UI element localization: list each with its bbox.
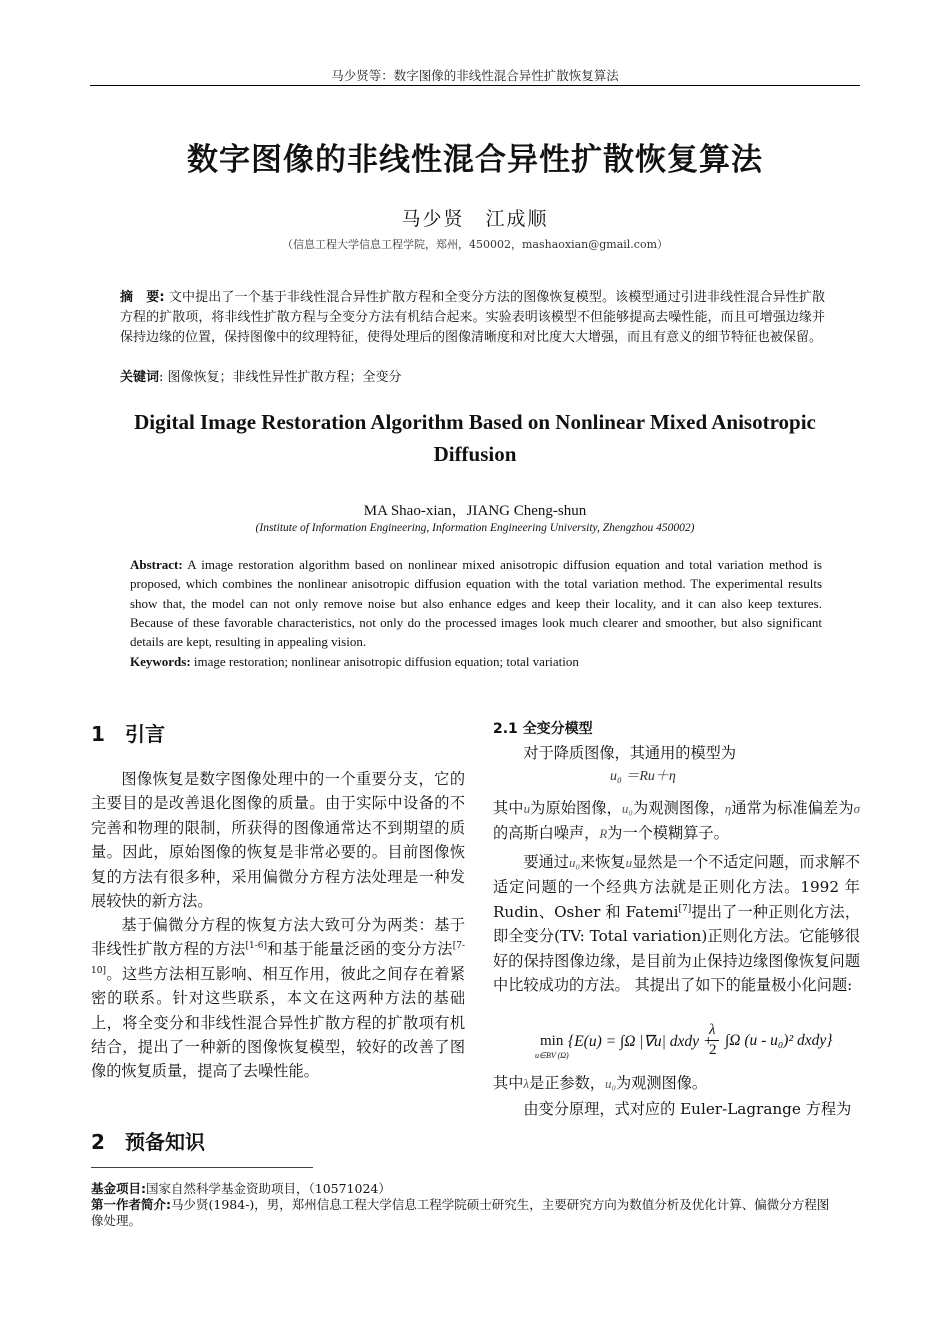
equation-degradation-model: u₀ ＝Ru＋η: [610, 769, 676, 784]
s21-paragraph-5: [493, 1097, 860, 1121]
s21-paragraph-1: [493, 741, 860, 765]
symbol-u0: u₀: [621, 801, 633, 816]
footnote-rule: [91, 1167, 313, 1168]
eq2-subscript: u∈BV (Ω): [535, 1051, 569, 1060]
s21p3-d: 提出了一种正则化方法，即全变分(TV: Total variation)正则化方法。它能够很好的保持图像边缘，是目前为止保持边缘图像恢复问题中比较成功的方法。 其提出了如下的能量极小化问题:: [493, 902, 861, 995]
abstract-cn-label: 摘 要: [120, 290, 160, 305]
eq2-lambda: λ: [709, 1022, 716, 1038]
s21p4-a: 其中: [493, 1074, 524, 1092]
author-bio-label: 第一作者简介:: [91, 1197, 171, 1212]
abstract-cn-text: 文中提出了一个基于非线性混合异性扩散方程和全变分方法的图像恢复模型。该模型通过引进非线性混合异性扩散方程的扩散项，将非线性扩散方程与全变分方法有机结合起来。实验表明该模型不但能够提高去噪性能，而且可增强边缘并保持边缘的位置，保持图像中的纹理特征，使得处理后的图像清晰度和对比度大大增强，而且有意义的细节特征也被保留。: [120, 290, 825, 345]
abstract-en-label: Abstract:: [130, 557, 183, 572]
symbol-u: u: [625, 855, 633, 870]
s21-p1-text: 对于降质图像，其通用的模型为: [523, 744, 737, 762]
eq2-two: 2: [709, 1042, 717, 1058]
author-bio-text: 马少贤(1984-)，男，郑州信息工程大学信息工程学院硕士研究生，主要研究方向为数值分析及优化计算、偏微分方程图像处理。: [91, 1197, 830, 1228]
section-1-p1-text: 图像恢复是数字图像处理中的一个重要分支，它的主要目的是改善退化图像的质量。由于实际中设备的不完善和物理的限制，所获得的图像通常达不到期望的质量。因此，原始图像的恢复是非常必要的。目前图像恢复的方法有很多种，采用偏微分方程方法处理是一种发展较快的新方法。: [91, 770, 465, 911]
s1p2-b: 和基于能量泛函的变分方法: [267, 940, 453, 959]
keywords-chinese: 关键词: 图像恢复；非线性异性扩散方程；全变分: [120, 370, 402, 385]
s21p2-d: 通常为标准偏差为: [731, 799, 854, 817]
s21p3-c: 显然是一个不适定问题，而求解不适定问题的一个经典方法就是正则化方法。1992 年 Rudin、Osher 和 Fatemi: [493, 853, 861, 921]
s21-paragraph-4: [493, 1071, 860, 1096]
abstract-en-text: A image restoration algorithm based on nonlinear mixed anisotropic diffusion equation and total variation method is proposed, which combines the nonlinear anisotropic diffusion equation with the total variation method. The experimental results show that, the model can not only remove noise but also enhance edges and keep their locality, and it can also keep textures. Because of these favorable characteristics, not only do the processed images look much clearer and smoother, but also significant details are kept, resulting in appealing vision.: [130, 557, 822, 650]
keywords-cn-text: 图像恢复；非线性异性扩散方程；全变分: [167, 370, 402, 385]
authors-chinese: 马少贤 江成顺: [401, 208, 549, 230]
keywords-english: [130, 652, 822, 671]
keywords-cn-label: 关键词: [120, 370, 160, 385]
citation-1-6: [1-6]: [245, 941, 268, 952]
footnote-fund: [91, 1181, 831, 1197]
section-1-heading: [91, 718, 165, 747]
abstract-chinese: 摘 要: 文中提出了一个基于非线性混合异性扩散方程和全变分方法的图像恢复模型。该模型通过引进非线性混合异性扩散方程的扩散项，将非线性扩散方程与全变分方法有机结合起来。实验表明该模型不但能够提高去噪性能，而且可增强边缘并保持边缘的位置，保持图像中的纹理特征，使得处理后的图像清晰度和对比度大大增强，而且有意义的细节特征也被保留。: [120, 290, 825, 345]
eq2-min: min: [540, 1033, 564, 1049]
section-2-heading: [91, 1126, 205, 1155]
symbol-R: R: [599, 826, 608, 842]
eq2-tail: ∫Ω (u - u₀)² dxdy}: [725, 1032, 833, 1049]
section-2-number: 2: [91, 1130, 105, 1154]
s21p4-b: 是正参数，: [529, 1074, 605, 1092]
subsection-2-1-heading: [493, 718, 593, 738]
keywords-en-text: image restoration; nonlinear anisotropic diffusion equation; total variation: [193, 654, 579, 669]
fund-label: 基金项目:: [91, 1181, 146, 1196]
section-1-number: 1: [91, 722, 105, 746]
s21p4-c: 为观测图像。: [615, 1074, 708, 1092]
affiliation-chinese: （信息工程大学信息工程学院，郑州，450002，mashaoxian@gmail.com）: [281, 238, 669, 251]
symbol-eta: η: [724, 801, 732, 816]
running-head: 马少贤等：数字图像的非线性混合异性扩散恢复算法: [331, 68, 619, 83]
eq2-fraction-bar: [707, 1040, 719, 1041]
abstract-english: [130, 555, 822, 651]
s21p2-f: 为一个模糊算子。: [607, 824, 729, 843]
fund-text: 国家自然科学基金资助项目，（10571024）: [146, 1181, 391, 1196]
symbol-lambda: λ: [523, 1076, 530, 1091]
s1p2-a: 基于偏微分方程的恢复方法大致可分为两类：基于非线性扩散方程的方法: [91, 916, 465, 959]
citation-7-10: [7-10]: [91, 941, 466, 976]
symbol-u0: u₀: [604, 1076, 616, 1091]
eq2-body: {E(u) = ∫Ω |∇u| dxdy +: [568, 1033, 714, 1050]
s21p2-e: 的高斯白噪声，: [493, 824, 600, 843]
citation-7: [7]: [678, 903, 692, 914]
title-chinese: 数字图像的非线性混合异性扩散恢复算法: [187, 142, 763, 178]
subsection-2-1-number: 2.1: [493, 721, 518, 737]
equation-tv-energy: [535, 1024, 855, 1064]
section-2-title: 预备知识: [125, 1130, 205, 1154]
s21-paragraph-2: [493, 796, 860, 847]
affiliation-english: (Institute of Information Engineering, Information Engineering University, Zhengzhou 450002): [255, 522, 695, 534]
footnote-author: [91, 1197, 831, 1229]
subsection-2-1-title: 全变分模型: [522, 721, 593, 737]
s21-p5-text: 由变分原理，式对应的 Euler-Lagrange 方程为: [523, 1100, 852, 1118]
section-1-paragraph-2: [91, 913, 465, 1084]
s21p3-b: 来恢复: [580, 853, 626, 871]
section-1-title: 引言: [125, 722, 165, 746]
s21p2-a: 其中: [493, 799, 524, 817]
keywords-en-label: Keywords:: [130, 654, 191, 669]
footnotes: [91, 1181, 831, 1229]
symbol-u: u: [523, 801, 531, 816]
s21p3-a: 要通过: [523, 853, 569, 871]
s21-paragraph-3: [493, 850, 860, 997]
s21p2-b: 为原始图像，: [530, 799, 622, 817]
symbol-sigma: σ: [853, 801, 861, 816]
symbol-u0: u₀: [568, 855, 581, 870]
header-rule: [90, 85, 860, 86]
s21p2-c: 为观测图像，: [632, 799, 725, 817]
authors-english: MA Shao-xian，JIANG Cheng-shun: [363, 503, 587, 519]
section-1-paragraph-1: [91, 767, 465, 913]
s1p2-c: 。这些方法相互影响、相互作用，彼此之间存在着紧密的联系。针对这些联系，本文在这两种方法的基础上，将全变分和非线性混合异性扩散方程的扩散项有机结合，提出了一种新的图像恢复模型，较好的改善了图像的恢复质量，提高了去噪性能。: [91, 964, 465, 1081]
title-english: Digital Image Restoration Algorithm Based on Nonlinear Mixed Anisotropic Diffusion: [134, 410, 816, 466]
